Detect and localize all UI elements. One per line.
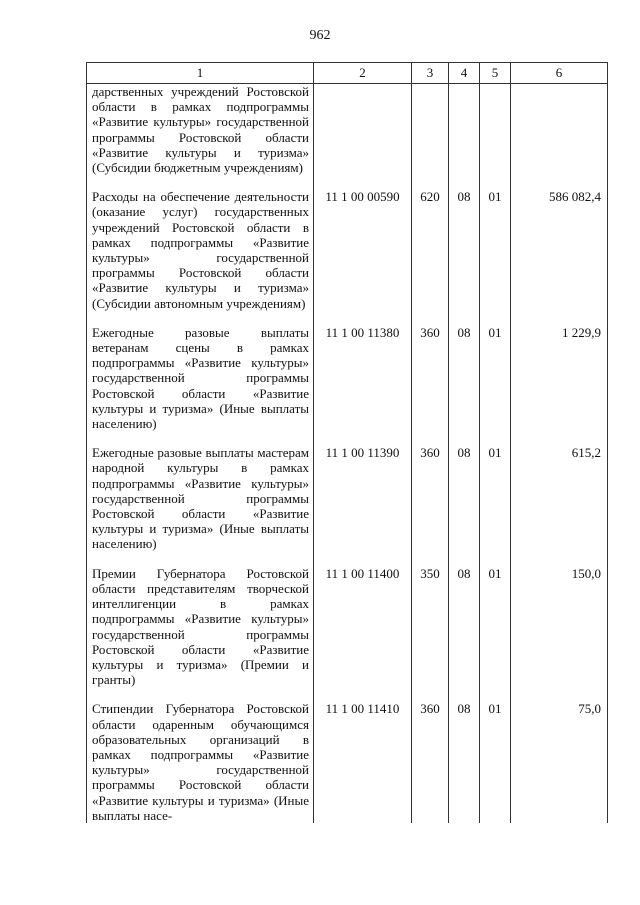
subsection-code: 01	[480, 566, 511, 688]
row-description: Ежегодные разовые выплаты ветеранам сцены в рамках подпрограммы «Развитие культуры» государственной программы Ростовской области «Развитие культуры и туризма» (Иные выплаты населению)	[87, 325, 314, 431]
row-spacer	[87, 552, 608, 566]
row-spacer	[87, 687, 608, 701]
page-number: 962	[309, 28, 331, 43]
subsection-code: 01	[480, 701, 511, 823]
target-article-code: 11 1 00 11380	[314, 325, 412, 431]
target-article-code: 11 1 00 11390	[314, 445, 412, 551]
column-header: 2	[314, 63, 412, 84]
expense-type-code: 360	[412, 325, 449, 431]
column-header: 4	[449, 63, 480, 84]
subsection-code	[480, 84, 511, 176]
table-header-row	[87, 63, 608, 84]
subsection-code: 01	[480, 325, 511, 431]
subsection-code: 01	[480, 189, 511, 311]
amount	[511, 84, 608, 176]
table-row	[87, 445, 608, 551]
amount: 615,2	[511, 445, 608, 551]
expense-type-code: 360	[412, 445, 449, 551]
section-code: 08	[449, 566, 480, 688]
target-article-code: 11 1 00 00590	[314, 189, 412, 311]
row-description: Премии Губернатора Ростовской области представителям творческой интеллигенции в рамках подпрограммы «Развитие культуры» государственной программы Ростовской области «Развитие культуры и туризма» (Премии и гранты)	[87, 566, 314, 688]
section-code: 08	[449, 189, 480, 311]
table-row	[87, 189, 608, 311]
row-spacer	[87, 311, 608, 325]
amount: 150,0	[511, 566, 608, 688]
expense-type-code: 620	[412, 189, 449, 311]
expense-type-code: 350	[412, 566, 449, 688]
amount: 586 082,4	[511, 189, 608, 311]
target-article-code: 11 1 00 11400	[314, 566, 412, 688]
row-description: Ежегодные разовые выплаты мастерам народной культуры в рамках подпрограммы «Развитие культуры» государственной программы Ростовской области «Развитие культуры и туризма» (Иные выплаты населению)	[87, 445, 314, 551]
section-code: 08	[449, 325, 480, 431]
table-row	[87, 325, 608, 431]
target-article-code: 11 1 00 11410	[314, 701, 412, 823]
section-code: 08	[449, 445, 480, 551]
row-spacer	[87, 175, 608, 189]
subsection-code: 01	[480, 445, 511, 551]
row-description: Стипендии Губернатора Ростовской области одаренным обучающимся образовательных организаций в рамках подпрограммы «Развитие культуры» государственной программы Ростовской области «Развитие культуры и туризма» (Иные выплаты насе-	[87, 701, 314, 823]
expense-type-code	[412, 84, 449, 176]
row-spacer	[87, 431, 608, 445]
column-header: 1	[87, 63, 314, 84]
budget-table	[86, 62, 608, 823]
amount: 75,0	[511, 701, 608, 823]
expense-type-code: 360	[412, 701, 449, 823]
section-code: 08	[449, 701, 480, 823]
amount: 1 229,9	[511, 325, 608, 431]
table-row	[87, 566, 608, 688]
section-code	[449, 84, 480, 176]
column-header: 5	[480, 63, 511, 84]
table-row	[87, 84, 608, 176]
row-description: дарственных учреждений Ростовской области в рамках подпрограммы «Развитие культуры» государственной программы Ростовской области «Развитие культуры и туризма» (Субсидии бюджетным учреждениям)	[87, 84, 314, 176]
column-header: 3	[412, 63, 449, 84]
row-description: Расходы на обеспечение деятельности (оказание услуг) государственных учреждений Ростовской области в рамках подпрограммы «Развитие культуры» государственной программы Ростовской области «Развитие культуры и туризма» (Субсидии автономным учреждениям)	[87, 189, 314, 311]
target-article-code	[314, 84, 412, 176]
column-header: 6	[511, 63, 608, 84]
table-row	[87, 701, 608, 823]
